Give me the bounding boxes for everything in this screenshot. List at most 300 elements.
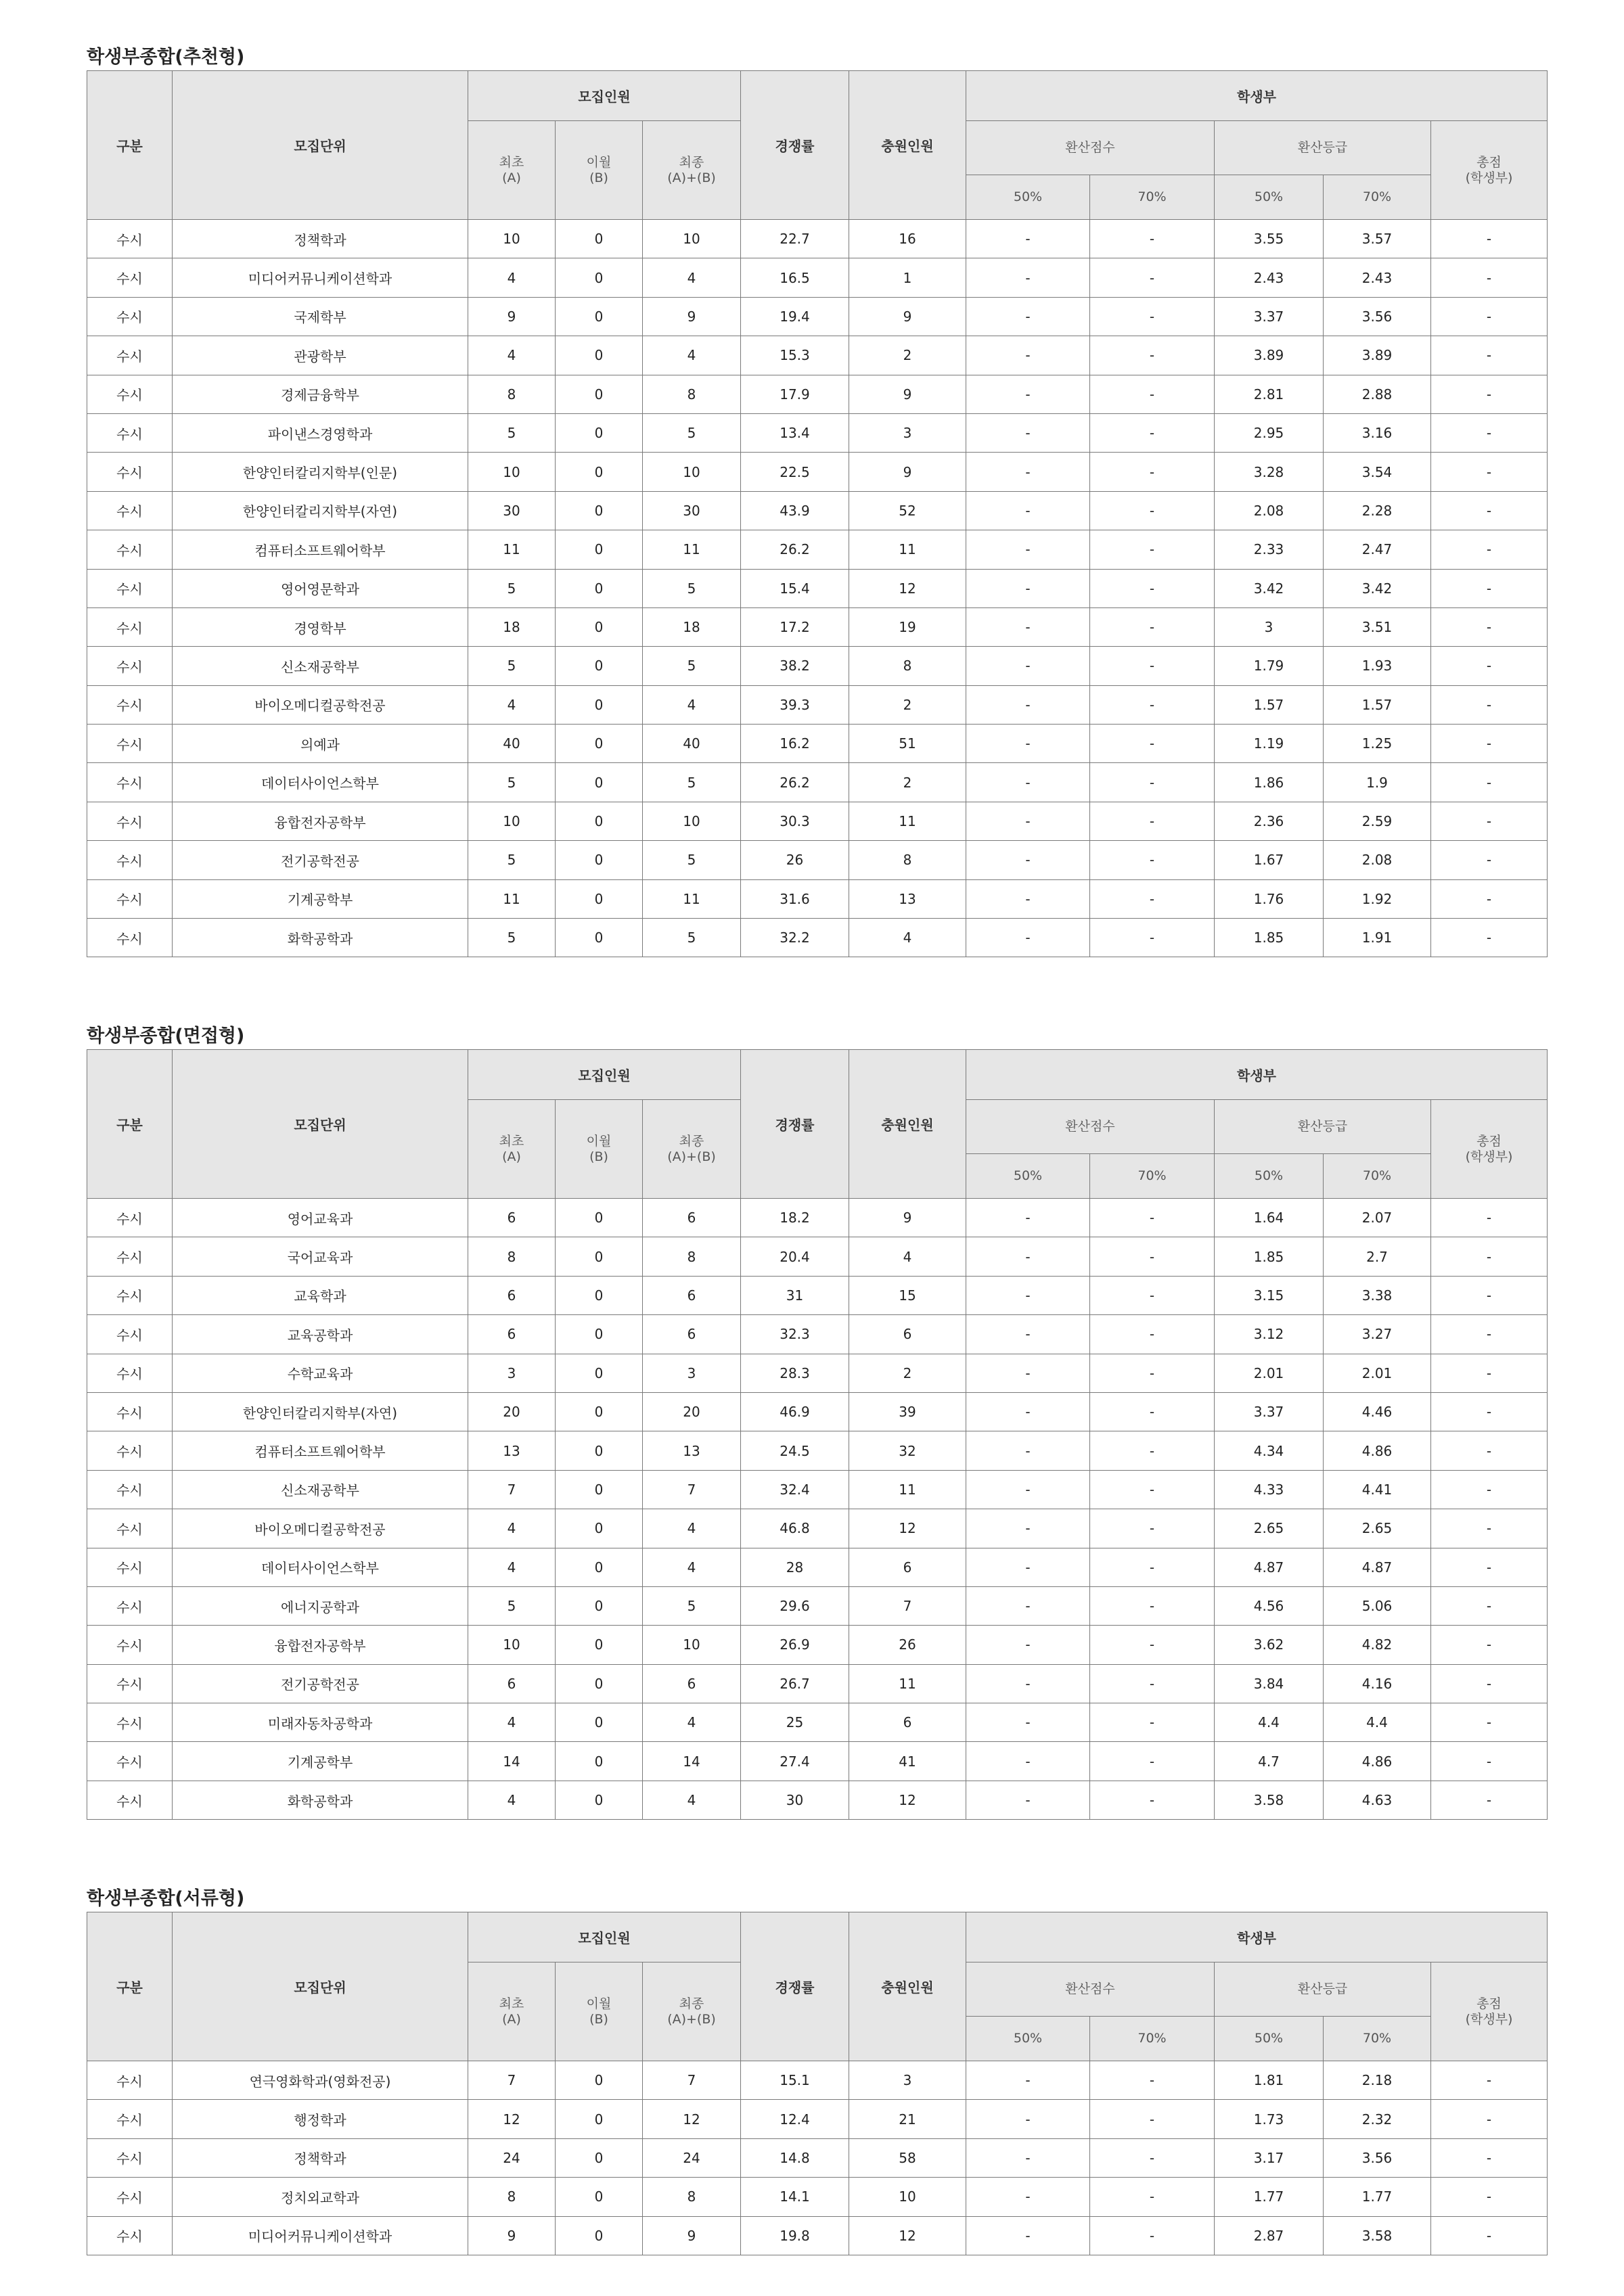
cell-total: - xyxy=(1431,2100,1548,2138)
cell-grade-50: 4.33 xyxy=(1215,1470,1324,1509)
cell-carry: 0 xyxy=(556,2216,643,2255)
table-row xyxy=(87,1781,1548,1819)
cell-grade-70: 2.88 xyxy=(1324,375,1431,413)
cell-grade-50: 3.55 xyxy=(1215,220,1324,258)
header-filled: 충원인원 xyxy=(849,1912,966,2061)
cell-final: 4 xyxy=(643,258,741,297)
cell-grade-50: 4.56 xyxy=(1215,1586,1324,1625)
cell-score-50: - xyxy=(966,607,1090,646)
cell-filled: 41 xyxy=(849,1742,966,1781)
cell-grade-70: 2.07 xyxy=(1324,1199,1431,1237)
cell-total: - xyxy=(1431,1431,1548,1470)
cell-unit: 화학공학과 xyxy=(173,919,468,957)
cell-grade-50: 3.15 xyxy=(1215,1276,1324,1314)
cell-total: - xyxy=(1431,2138,1548,2177)
cell-initial: 5 xyxy=(468,413,556,452)
cell-filled: 3 xyxy=(849,413,966,452)
cell-grade-50: 3.28 xyxy=(1215,453,1324,491)
cell-final: 8 xyxy=(643,1237,741,1276)
cell-carry: 0 xyxy=(556,1237,643,1276)
cell-initial: 24 xyxy=(468,2138,556,2177)
cell-score-50: - xyxy=(966,2138,1090,2177)
cell-gubun: 수시 xyxy=(87,530,173,569)
cell-grade-50: 3.37 xyxy=(1215,297,1324,336)
table-row xyxy=(87,2178,1548,2216)
cell-unit: 관광학부 xyxy=(173,336,468,375)
cell-score-50: - xyxy=(966,685,1090,724)
cell-total: - xyxy=(1431,1315,1548,1354)
cell-filled: 6 xyxy=(849,1703,966,1742)
cell-competition: 46.9 xyxy=(741,1392,849,1431)
cell-carry: 0 xyxy=(556,1354,643,1392)
table-row xyxy=(87,491,1548,530)
cell-filled: 2 xyxy=(849,685,966,724)
cell-score-50: - xyxy=(966,258,1090,297)
cell-grade-70: 3.54 xyxy=(1324,453,1431,491)
cell-unit: 전기공학전공 xyxy=(173,1664,468,1703)
cell-grade-70: 2.18 xyxy=(1324,2061,1431,2100)
cell-filled: 12 xyxy=(849,1781,966,1819)
cell-competition: 29.6 xyxy=(741,1586,849,1625)
header-grade-70: 70% xyxy=(1324,2017,1431,2061)
cell-grade-50: 3.62 xyxy=(1215,1626,1324,1664)
cell-competition: 24.5 xyxy=(741,1431,849,1470)
cell-final: 5 xyxy=(643,1586,741,1625)
table-row xyxy=(87,1703,1548,1742)
header-record: 학생부 xyxy=(966,1912,1548,1962)
cell-final: 8 xyxy=(643,375,741,413)
cell-competition: 22.5 xyxy=(741,453,849,491)
cell-carry: 0 xyxy=(556,725,643,763)
cell-total: - xyxy=(1431,763,1548,802)
cell-initial: 8 xyxy=(468,2178,556,2216)
cell-initial: 18 xyxy=(468,607,556,646)
header-conv-grade: 환산등급 xyxy=(1215,1962,1431,2017)
cell-total: - xyxy=(1431,1664,1548,1703)
cell-final: 5 xyxy=(643,763,741,802)
cell-score-50: - xyxy=(966,297,1090,336)
cell-filled: 2 xyxy=(849,1354,966,1392)
cell-score-50: - xyxy=(966,1548,1090,1586)
cell-total: - xyxy=(1431,919,1548,957)
cell-grade-70: 3.16 xyxy=(1324,413,1431,452)
cell-gubun: 수시 xyxy=(87,1431,173,1470)
cell-initial: 14 xyxy=(468,1742,556,1781)
header-grade-50: 50% xyxy=(1215,1154,1324,1199)
cell-gubun: 수시 xyxy=(87,413,173,452)
cell-unit: 데이터사이언스학부 xyxy=(173,1548,468,1586)
cell-total: - xyxy=(1431,685,1548,724)
cell-unit: 바이오메디컬공학전공 xyxy=(173,685,468,724)
cell-score-70: - xyxy=(1090,491,1215,530)
cell-filled: 16 xyxy=(849,220,966,258)
cell-unit: 화학공학과 xyxy=(173,1781,468,1819)
cell-competition: 15.3 xyxy=(741,336,849,375)
cell-unit: 신소재공학부 xyxy=(173,647,468,685)
cell-unit: 국어교육과 xyxy=(173,1237,468,1276)
table-row xyxy=(87,453,1548,491)
cell-score-70: - xyxy=(1090,1742,1215,1781)
cell-grade-70: 2.28 xyxy=(1324,491,1431,530)
cell-total: - xyxy=(1431,375,1548,413)
cell-score-70: - xyxy=(1090,2061,1215,2100)
cell-score-50: - xyxy=(966,1315,1090,1354)
cell-initial: 5 xyxy=(468,841,556,879)
cell-grade-50: 2.33 xyxy=(1215,530,1324,569)
cell-unit: 기계공학부 xyxy=(173,879,468,918)
cell-final: 24 xyxy=(643,2138,741,2177)
cell-filled: 32 xyxy=(849,1431,966,1470)
cell-grade-50: 2.81 xyxy=(1215,375,1324,413)
cell-carry: 0 xyxy=(556,1548,643,1586)
table-row xyxy=(87,375,1548,413)
header-gubun: 구분 xyxy=(87,1912,173,2061)
cell-competition: 32.4 xyxy=(741,1470,849,1509)
cell-carry: 0 xyxy=(556,453,643,491)
cell-unit: 국제학부 xyxy=(173,297,468,336)
cell-total: - xyxy=(1431,841,1548,879)
cell-score-70: - xyxy=(1090,530,1215,569)
cell-initial: 7 xyxy=(468,1470,556,1509)
header-competition: 경쟁률 xyxy=(741,1912,849,2061)
cell-competition: 30 xyxy=(741,1781,849,1819)
cell-score-50: - xyxy=(966,1276,1090,1314)
cell-grade-50: 3.58 xyxy=(1215,1781,1324,1819)
cell-score-70: - xyxy=(1090,297,1215,336)
cell-initial: 9 xyxy=(468,2216,556,2255)
header-initial: 최초 (A) xyxy=(468,1100,556,1199)
cell-grade-70: 2.59 xyxy=(1324,802,1431,840)
cell-grade-70: 3.89 xyxy=(1324,336,1431,375)
cell-unit: 에너지공학과 xyxy=(173,1586,468,1625)
cell-competition: 18.2 xyxy=(741,1199,849,1237)
cell-competition: 26.2 xyxy=(741,763,849,802)
cell-carry: 0 xyxy=(556,2138,643,2177)
table-row xyxy=(87,841,1548,879)
cell-initial: 7 xyxy=(468,2061,556,2100)
cell-initial: 4 xyxy=(468,1781,556,1819)
cell-competition: 26.7 xyxy=(741,1664,849,1703)
cell-score-50: - xyxy=(966,841,1090,879)
cell-total: - xyxy=(1431,530,1548,569)
table-row xyxy=(87,220,1548,258)
table-row xyxy=(87,1664,1548,1703)
cell-score-70: - xyxy=(1090,2216,1215,2255)
cell-final: 9 xyxy=(643,297,741,336)
cell-final: 4 xyxy=(643,685,741,724)
cell-carry: 0 xyxy=(556,1664,643,1703)
cell-gubun: 수시 xyxy=(87,1742,173,1781)
cell-carry: 0 xyxy=(556,841,643,879)
cell-score-50: - xyxy=(966,1354,1090,1392)
cell-total: - xyxy=(1431,2061,1548,2100)
cell-carry: 0 xyxy=(556,1276,643,1314)
cell-gubun: 수시 xyxy=(87,919,173,957)
cell-initial: 5 xyxy=(468,1586,556,1625)
cell-competition: 14.8 xyxy=(741,2138,849,2177)
cell-gubun: 수시 xyxy=(87,220,173,258)
cell-final: 6 xyxy=(643,1315,741,1354)
cell-gubun: 수시 xyxy=(87,569,173,607)
cell-initial: 30 xyxy=(468,491,556,530)
cell-grade-70: 3.58 xyxy=(1324,2216,1431,2255)
header-carry: 이월 (B) xyxy=(556,1962,643,2061)
cell-total: - xyxy=(1431,220,1548,258)
cell-unit: 한양인터칼리지학부(인문) xyxy=(173,453,468,491)
cell-score-70: - xyxy=(1090,1703,1215,1742)
cell-filled: 15 xyxy=(849,1276,966,1314)
cell-grade-50: 4.7 xyxy=(1215,1742,1324,1781)
cell-score-70: - xyxy=(1090,1315,1215,1354)
table-row xyxy=(87,569,1548,607)
cell-unit: 융합전자공학부 xyxy=(173,802,468,840)
cell-initial: 6 xyxy=(468,1315,556,1354)
cell-final: 4 xyxy=(643,1548,741,1586)
cell-grade-70: 4.16 xyxy=(1324,1664,1431,1703)
header-conv-score: 환산점수 xyxy=(966,121,1215,175)
header-score-70: 70% xyxy=(1090,175,1215,220)
cell-unit: 경제금융학부 xyxy=(173,375,468,413)
cell-competition: 32.3 xyxy=(741,1315,849,1354)
cell-total: - xyxy=(1431,1781,1548,1819)
cell-competition: 22.7 xyxy=(741,220,849,258)
cell-total: - xyxy=(1431,569,1548,607)
table-row xyxy=(87,2061,1548,2100)
cell-score-70: - xyxy=(1090,258,1215,297)
cell-carry: 0 xyxy=(556,491,643,530)
cell-filled: 19 xyxy=(849,607,966,646)
cell-gubun: 수시 xyxy=(87,1199,173,1237)
cell-unit: 미디어커뮤니케이션학과 xyxy=(173,258,468,297)
cell-competition: 19.8 xyxy=(741,2216,849,2255)
header-carry: 이월 (B) xyxy=(556,121,643,220)
cell-initial: 9 xyxy=(468,297,556,336)
cell-score-50: - xyxy=(966,1509,1090,1548)
cell-gubun: 수시 xyxy=(87,1237,173,1276)
cell-score-50: - xyxy=(966,2100,1090,2138)
cell-grade-50: 1.67 xyxy=(1215,841,1324,879)
table-header xyxy=(87,1050,1548,1199)
cell-grade-70: 1.57 xyxy=(1324,685,1431,724)
cell-score-50: - xyxy=(966,569,1090,607)
results-section xyxy=(87,1886,1547,2255)
cell-carry: 0 xyxy=(556,413,643,452)
cell-score-50: - xyxy=(966,2216,1090,2255)
cell-initial: 8 xyxy=(468,375,556,413)
header-unit: 모집단위 xyxy=(173,71,468,220)
cell-gubun: 수시 xyxy=(87,1276,173,1314)
cell-grade-50: 1.85 xyxy=(1215,919,1324,957)
cell-final: 20 xyxy=(643,1392,741,1431)
cell-total: - xyxy=(1431,802,1548,840)
cell-unit: 영어교육과 xyxy=(173,1199,468,1237)
header-score-50: 50% xyxy=(966,175,1090,220)
results-table xyxy=(87,1049,1548,1820)
cell-grade-50: 3.12 xyxy=(1215,1315,1324,1354)
cell-filled: 6 xyxy=(849,1315,966,1354)
cell-gubun: 수시 xyxy=(87,1354,173,1392)
header-record: 학생부 xyxy=(966,71,1548,121)
cell-carry: 0 xyxy=(556,879,643,918)
cell-unit: 교육공학과 xyxy=(173,1315,468,1354)
header-recruit: 모집인원 xyxy=(468,71,741,121)
cell-total: - xyxy=(1431,1392,1548,1431)
cell-unit: 전기공학전공 xyxy=(173,841,468,879)
table-row xyxy=(87,2100,1548,2138)
cell-competition: 28 xyxy=(741,1548,849,1586)
cell-grade-50: 3.37 xyxy=(1215,1392,1324,1431)
header-record: 학생부 xyxy=(966,1050,1548,1100)
header-initial: 최초 (A) xyxy=(468,1962,556,2061)
cell-score-50: - xyxy=(966,919,1090,957)
cell-carry: 0 xyxy=(556,1315,643,1354)
cell-unit: 한양인터칼리지학부(자연) xyxy=(173,491,468,530)
header-carry: 이월 (B) xyxy=(556,1100,643,1199)
table-row xyxy=(87,297,1548,336)
cell-carry: 0 xyxy=(556,2178,643,2216)
cell-final: 7 xyxy=(643,1470,741,1509)
cell-grade-50: 3.84 xyxy=(1215,1664,1324,1703)
cell-carry: 0 xyxy=(556,1431,643,1470)
cell-competition: 15.1 xyxy=(741,2061,849,2100)
cell-filled: 4 xyxy=(849,919,966,957)
cell-final: 5 xyxy=(643,647,741,685)
cell-score-50: - xyxy=(966,1703,1090,1742)
cell-gubun: 수시 xyxy=(87,1703,173,1742)
cell-filled: 12 xyxy=(849,2216,966,2255)
cell-total: - xyxy=(1431,336,1548,375)
cell-grade-70: 3.42 xyxy=(1324,569,1431,607)
cell-filled: 11 xyxy=(849,802,966,840)
header-recruit: 모집인원 xyxy=(468,1050,741,1100)
table-row xyxy=(87,1392,1548,1431)
cell-grade-50: 1.76 xyxy=(1215,879,1324,918)
cell-filled: 9 xyxy=(849,1199,966,1237)
cell-score-70: - xyxy=(1090,647,1215,685)
cell-grade-70: 4.4 xyxy=(1324,1703,1431,1742)
cell-score-50: - xyxy=(966,763,1090,802)
cell-score-50: - xyxy=(966,375,1090,413)
cell-initial: 5 xyxy=(468,763,556,802)
cell-competition: 32.2 xyxy=(741,919,849,957)
cell-gubun: 수시 xyxy=(87,763,173,802)
cell-final: 6 xyxy=(643,1664,741,1703)
table-row xyxy=(87,1199,1548,1237)
cell-score-50: - xyxy=(966,1664,1090,1703)
cell-score-50: - xyxy=(966,336,1090,375)
cell-grade-70: 3.56 xyxy=(1324,297,1431,336)
cell-score-50: - xyxy=(966,1199,1090,1237)
cell-score-50: - xyxy=(966,802,1090,840)
cell-unit: 데이터사이언스학부 xyxy=(173,763,468,802)
results-section xyxy=(87,45,1547,957)
cell-score-70: - xyxy=(1090,2100,1215,2138)
table-row xyxy=(87,725,1548,763)
table-row xyxy=(87,685,1548,724)
cell-filled: 26 xyxy=(849,1626,966,1664)
cell-competition: 16.5 xyxy=(741,258,849,297)
cell-competition: 30.3 xyxy=(741,802,849,840)
cell-final: 4 xyxy=(643,1509,741,1548)
cell-grade-70: 1.9 xyxy=(1324,763,1431,802)
header-grade-70: 70% xyxy=(1324,175,1431,220)
cell-carry: 0 xyxy=(556,258,643,297)
cell-score-50: - xyxy=(966,1470,1090,1509)
cell-gubun: 수시 xyxy=(87,607,173,646)
cell-score-70: - xyxy=(1090,1509,1215,1548)
cell-filled: 13 xyxy=(849,879,966,918)
table-row xyxy=(87,1431,1548,1470)
cell-unit: 신소재공학부 xyxy=(173,1470,468,1509)
cell-filled: 21 xyxy=(849,2100,966,2138)
table-row xyxy=(87,1509,1548,1548)
cell-initial: 40 xyxy=(468,725,556,763)
cell-gubun: 수시 xyxy=(87,802,173,840)
section-title: 학생부종합(추천형) xyxy=(87,47,245,68)
header-total: 총점 (학생부) xyxy=(1431,1962,1548,2061)
cell-score-50: - xyxy=(966,1626,1090,1664)
cell-carry: 0 xyxy=(556,1586,643,1625)
cell-grade-70: 5.06 xyxy=(1324,1586,1431,1625)
cell-score-50: - xyxy=(966,2061,1090,2100)
cell-gubun: 수시 xyxy=(87,1781,173,1819)
header-unit: 모집단위 xyxy=(173,1050,468,1199)
header-unit: 모집단위 xyxy=(173,1912,468,2061)
cell-score-70: - xyxy=(1090,919,1215,957)
table-row xyxy=(87,763,1548,802)
cell-total: - xyxy=(1431,607,1548,646)
table-body xyxy=(87,220,1548,957)
cell-final: 4 xyxy=(643,1703,741,1742)
cell-gubun: 수시 xyxy=(87,491,173,530)
cell-carry: 0 xyxy=(556,685,643,724)
cell-carry: 0 xyxy=(556,1742,643,1781)
cell-final: 7 xyxy=(643,2061,741,2100)
cell-grade-50: 4.87 xyxy=(1215,1548,1324,1586)
cell-unit: 파이낸스경영학과 xyxy=(173,413,468,452)
header-grade-50: 50% xyxy=(1215,2017,1324,2061)
table-row xyxy=(87,1470,1548,1509)
header-conv-score: 환산점수 xyxy=(966,1962,1215,2017)
header-score-50: 50% xyxy=(966,1154,1090,1199)
results-table xyxy=(87,1912,1548,2255)
cell-unit: 행정학과 xyxy=(173,2100,468,2138)
cell-competition: 20.4 xyxy=(741,1237,849,1276)
cell-competition: 39.3 xyxy=(741,685,849,724)
cell-total: - xyxy=(1431,2216,1548,2255)
cell-carry: 0 xyxy=(556,763,643,802)
table-row xyxy=(87,530,1548,569)
cell-score-70: - xyxy=(1090,1664,1215,1703)
cell-final: 3 xyxy=(643,1354,741,1392)
cell-gubun: 수시 xyxy=(87,375,173,413)
cell-final: 6 xyxy=(643,1276,741,1314)
cell-score-70: - xyxy=(1090,802,1215,840)
cell-gubun: 수시 xyxy=(87,1392,173,1431)
results-section xyxy=(87,1024,1547,1820)
cell-initial: 11 xyxy=(468,879,556,918)
cell-score-70: - xyxy=(1090,1199,1215,1237)
cell-grade-50: 1.57 xyxy=(1215,685,1324,724)
cell-total: - xyxy=(1431,879,1548,918)
cell-carry: 0 xyxy=(556,569,643,607)
cell-filled: 6 xyxy=(849,1548,966,1586)
cell-grade-50: 1.81 xyxy=(1215,2061,1324,2100)
cell-gubun: 수시 xyxy=(87,2061,173,2100)
cell-score-50: - xyxy=(966,530,1090,569)
cell-filled: 39 xyxy=(849,1392,966,1431)
cell-initial: 11 xyxy=(468,530,556,569)
